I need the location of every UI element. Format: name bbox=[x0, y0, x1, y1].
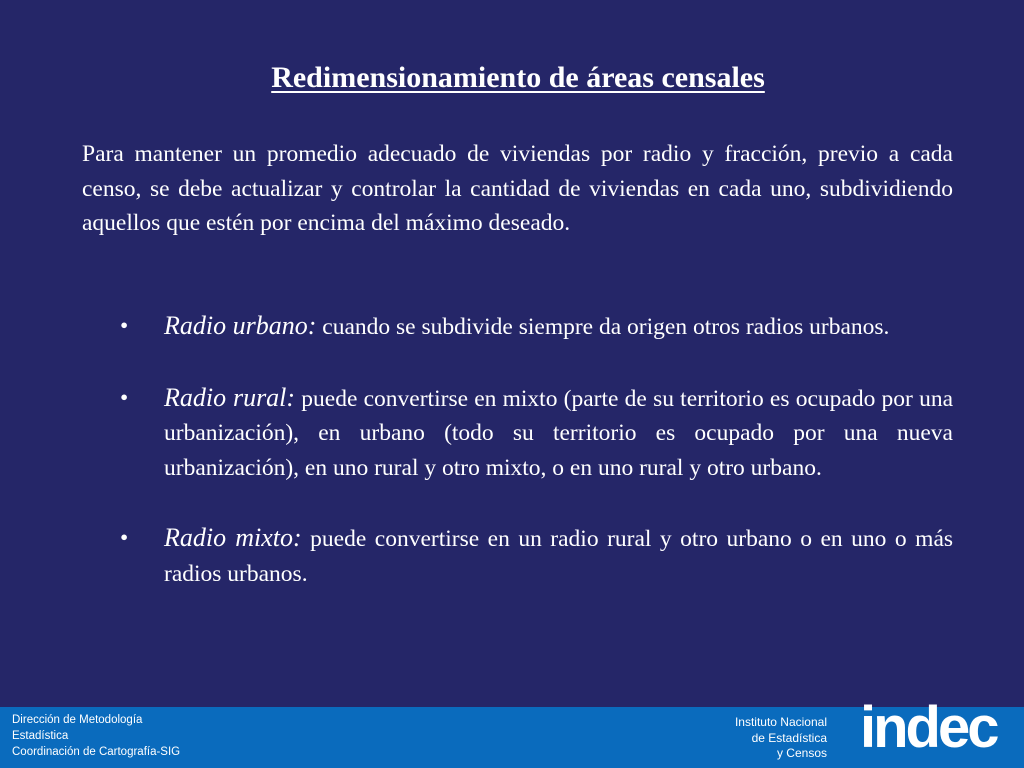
bullet-list bbox=[120, 309, 953, 591]
footer-line: Dirección de Metodología bbox=[12, 714, 143, 726]
bullet-mark: • bbox=[120, 525, 129, 551]
bullet-item-mixto bbox=[120, 521, 953, 591]
institute-line: Instituto Nacional bbox=[734, 715, 827, 729]
bullet-term: Radio rural: bbox=[164, 382, 296, 412]
bullet-text: puede convertirse en mixto (parte de su territorio es ocupado por una urbanización), en urbano (todo su territorio es ocupado por una nueva urbanización), en uno rural y otro mixto, o en uno rural y otro urbano. bbox=[164, 385, 954, 481]
bullet-text: cuando se subdivide siempre da origen otros radios urbanos. bbox=[322, 314, 890, 340]
indec-logo: indec bbox=[860, 695, 997, 760]
institute-line: y Censos bbox=[776, 746, 827, 760]
footer-bar bbox=[0, 695, 1024, 768]
footer-institute bbox=[735, 715, 827, 762]
bullet-item-urbano bbox=[120, 309, 953, 345]
intro-paragraph: Para mantener un promedio adecuado de viviendas por radio y fracción, previo a cada censo, se debe actualizar y controlar la cantidad de viviendas en cada uno, subdividiendo aquellos que estén por encima del máximo deseado. bbox=[82, 141, 953, 236]
bullet-mark: • bbox=[120, 313, 129, 339]
bullet-term: Radio mixto: bbox=[164, 523, 302, 552]
footer-line: Coordinación de Cartografía-SIG bbox=[12, 746, 181, 758]
slide-title: Redimensionamiento de áreas censales bbox=[271, 61, 765, 94]
bullet-term: Radio urbano: bbox=[164, 311, 317, 340]
institute-line: de Estadística bbox=[751, 730, 827, 745]
footer-department bbox=[12, 712, 180, 760]
footer-line: Estadística bbox=[12, 730, 69, 742]
bullet-mark: • bbox=[120, 384, 129, 411]
bullet-item-rural bbox=[120, 381, 953, 486]
bullet-text: puede convertirse en un radio rural y otro urbano o en uno o más radios urbanos. bbox=[164, 526, 954, 587]
